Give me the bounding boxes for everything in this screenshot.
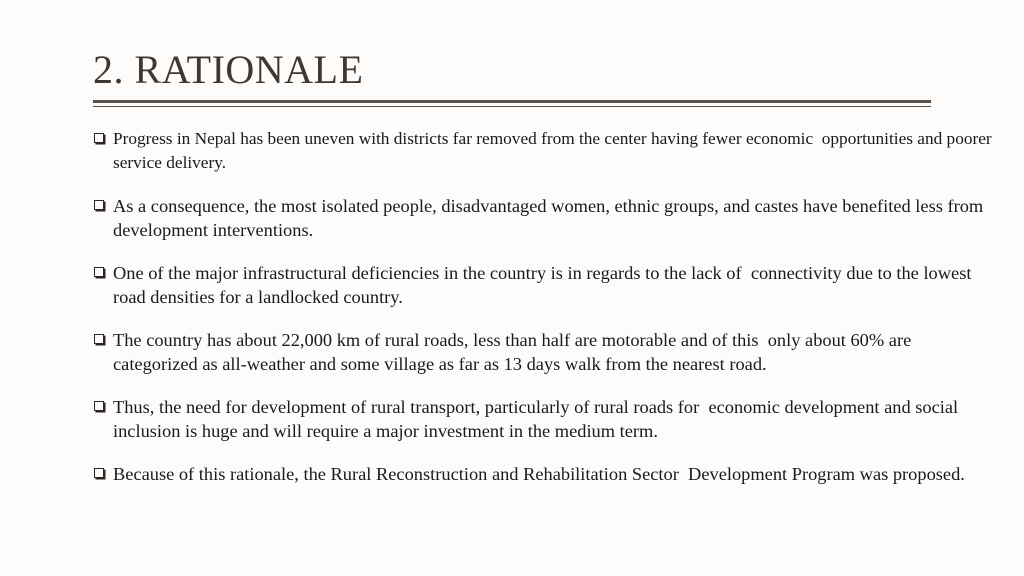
hollow-square-bullet-icon bbox=[94, 267, 104, 277]
slide-title: 2. RATIONALE bbox=[93, 47, 364, 92]
hollow-square-bullet-icon bbox=[94, 334, 104, 344]
bullet-item bbox=[93, 127, 996, 175]
bullet-text: The country has about 22,000 km of rural roads, less than half are motorable and of this only about 60% are categorized as all-weather and some village as far as 13 days walk from the nearest road. bbox=[113, 330, 916, 374]
title-rule-thin bbox=[93, 106, 931, 107]
bullet-item bbox=[93, 462, 993, 486]
title-rule-thick bbox=[93, 100, 931, 103]
bullet-text: Because of this rationale, the Rural Reconstruction and Rehabilitation Sector Development Program was proposed. bbox=[113, 464, 965, 484]
hollow-square-bullet-icon bbox=[94, 200, 104, 210]
hollow-square-bullet-icon bbox=[94, 133, 104, 143]
bullet-item bbox=[93, 395, 993, 443]
bullet-list bbox=[93, 127, 996, 505]
hollow-square-bullet-icon bbox=[94, 401, 104, 411]
bullet-item bbox=[93, 194, 993, 242]
bullet-item bbox=[93, 328, 993, 376]
bullet-text: Progress in Nepal has been uneven with districts far removed from the center having fewer economic opportunities and poorer service delivery. bbox=[113, 129, 996, 172]
bullet-text: One of the major infrastructural deficiencies in the country is in regards to the lack of connectivity due to the lowest road densities for a landlocked country. bbox=[113, 263, 977, 307]
bullet-text: As a consequence, the most isolated people, disadvantaged women, ethnic groups, and castes have benefited less from development interventions. bbox=[113, 196, 988, 240]
bullet-text: Thus, the need for development of rural transport, particularly of rural roads for economic development and social inclusion is huge and will require a major investment in the medium term. bbox=[113, 397, 963, 441]
hollow-square-bullet-icon bbox=[94, 468, 104, 478]
bullet-item bbox=[93, 261, 993, 309]
